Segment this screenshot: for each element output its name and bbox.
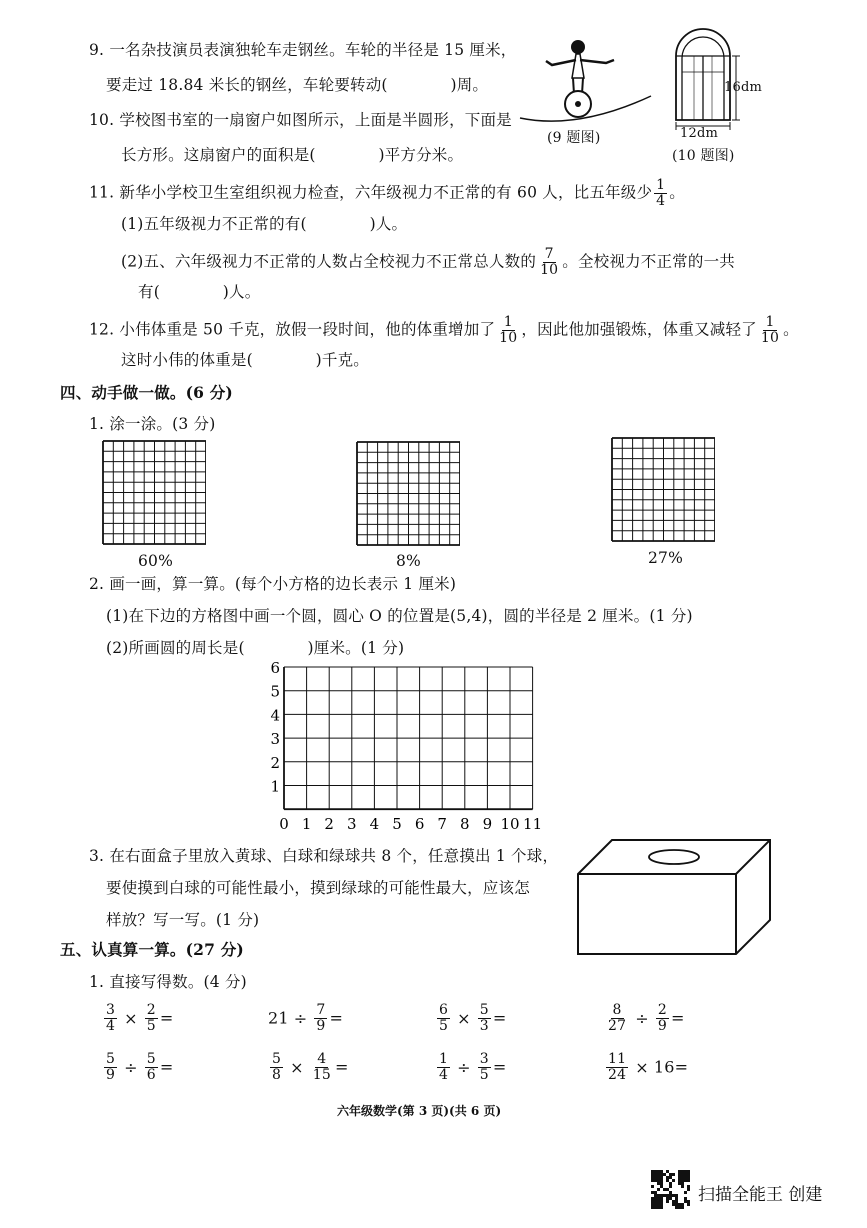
qr-module (678, 1176, 681, 1179)
section4-p3-line2: 要使摸到白球的可能性最小，摸到绿球的可能性最大，应该怎 (106, 879, 530, 897)
page-footer: 六年级数学(第 3 页)(共 6 页) (337, 1104, 502, 1118)
qr-module (669, 1173, 672, 1176)
qr-module (687, 1185, 690, 1188)
x-tick-label: 10 (500, 815, 520, 834)
qr-module (678, 1170, 681, 1173)
qr-module (651, 1170, 654, 1173)
qr-module (669, 1185, 672, 1188)
fraction: $\frac{5}{6}$ (146, 1051, 156, 1083)
q10-caption: (10 题图) (672, 148, 735, 164)
x-tick-label: 0 (279, 815, 289, 834)
qr-module (666, 1200, 669, 1203)
qr-module (651, 1203, 654, 1206)
fraction: $\frac{1}{10}$ (760, 314, 780, 346)
qr-module (684, 1179, 687, 1182)
window-width-label: 12dm (680, 126, 718, 141)
qr-module (660, 1197, 663, 1200)
fraction: $\frac{5}{8}$ (272, 1051, 282, 1083)
qr-module (666, 1170, 669, 1173)
fraction: $\frac{7}{9}$ (316, 1002, 326, 1034)
fraction: $\frac{2}{5}$ (146, 1002, 156, 1034)
qr-module (675, 1206, 678, 1209)
unicyclist-figure (518, 30, 653, 130)
fraction: $\frac{6}{5}$ (439, 1002, 449, 1034)
qr-module (654, 1203, 657, 1206)
qr-module (651, 1191, 654, 1194)
qr-module (684, 1173, 687, 1176)
qr-module (654, 1170, 657, 1173)
x-tick-label: 1 (301, 815, 312, 834)
qr-module (660, 1200, 663, 1203)
qr-module (654, 1197, 657, 1200)
qr-module (666, 1188, 669, 1191)
hundred-grid-2[interactable] (356, 441, 460, 547)
fraction: $\frac{8}{27}$ (608, 1002, 627, 1034)
qr-module (660, 1206, 663, 1209)
x-tick-label: 3 (347, 815, 357, 834)
qr-module (663, 1173, 666, 1176)
qr-module (675, 1200, 678, 1203)
qr-module (654, 1179, 657, 1182)
hundred-grid-3[interactable] (611, 437, 715, 543)
qr-module (654, 1194, 657, 1197)
qr-module (669, 1197, 672, 1200)
section4-p2-title: 2. 画一画，算一算。(每个小方格的边长表示 1 厘米) (89, 575, 457, 593)
qr-module (657, 1203, 660, 1206)
qr-module (651, 1176, 654, 1179)
x-tick-label: 8 (460, 815, 470, 834)
qr-module (666, 1197, 669, 1200)
qr-module (675, 1194, 678, 1197)
grid-label-1: 60% (138, 552, 174, 570)
section4-p3-line1: 3. 在右面盒子里放入黄球、白球和绿球共 8 个，任意摸出 1 个球， (89, 847, 559, 865)
y-tick-label: 1 (270, 777, 280, 796)
q9-caption: (9 题图) (547, 130, 601, 146)
qr-module (687, 1188, 690, 1191)
x-tick-label: 4 (369, 815, 380, 834)
qr-module (660, 1182, 663, 1185)
hundred-grid-1[interactable] (102, 440, 206, 546)
qr-module (687, 1200, 690, 1203)
calc-expression: $\frac{6}{5}$ × $\frac{5}{3}$ = (439, 1002, 507, 1034)
qr-module (651, 1185, 654, 1188)
qr-module (684, 1197, 687, 1200)
y-tick-label: 5 (270, 682, 280, 701)
y-tick-label: 4 (270, 706, 280, 725)
qr-module (663, 1194, 666, 1197)
qr-module (660, 1194, 663, 1197)
qr-module (687, 1203, 690, 1206)
grid-label-2: 8% (396, 552, 421, 570)
fraction: $\frac{1}{4}$ (439, 1051, 449, 1083)
calc-expression: 21 ÷ $\frac{7}{9}$ = (268, 1002, 344, 1034)
camscanner-watermark: 扫描全能王 创建 (698, 1185, 823, 1205)
qr-module (672, 1173, 675, 1176)
qr-module (651, 1200, 654, 1203)
qr-module (654, 1191, 657, 1194)
qr-module (687, 1173, 690, 1176)
qr-module (657, 1173, 660, 1176)
qr-module (678, 1173, 681, 1176)
qr-module (684, 1200, 687, 1203)
qr-module (657, 1182, 660, 1185)
section4-p3-line3: 样放？写一写。(1 分) (106, 911, 260, 929)
section5-p1-title: 1. 直接写得数。(4 分) (89, 973, 247, 991)
q12-line2: 这时小伟的体重是( )千克。 (121, 351, 369, 369)
section4-title: 四、动手做一做。(6 分) (60, 383, 233, 402)
qr-module (681, 1182, 684, 1185)
qr-module (660, 1176, 663, 1179)
qr-module (657, 1179, 660, 1182)
qr-module (687, 1176, 690, 1179)
q11-sub1: (1)五年级视力不正常的有( )人。 (121, 215, 408, 233)
calc-expression: $\frac{5}{8}$ × $\frac{4}{15}$ = (272, 1051, 349, 1083)
qr-module (681, 1173, 684, 1176)
qr-module (660, 1170, 663, 1173)
qr-module (681, 1170, 684, 1173)
qr-module (681, 1185, 684, 1188)
qr-module (687, 1179, 690, 1182)
qr-module (657, 1206, 660, 1209)
qr-module (657, 1200, 660, 1203)
qr-module (666, 1176, 669, 1179)
qr-module (684, 1170, 687, 1173)
qr-module (678, 1182, 681, 1185)
qr-module (675, 1197, 678, 1200)
q10-line2: 长方形。这扇窗户的面积是( )平方分米。 (121, 146, 464, 164)
qr-module (678, 1203, 681, 1206)
fraction: $\frac{5}{3}$ (479, 1002, 489, 1034)
qr-module (654, 1176, 657, 1179)
y-tick-label: 2 (270, 753, 280, 772)
qr-module (681, 1176, 684, 1179)
qr-module (666, 1179, 669, 1182)
qr-module (654, 1200, 657, 1203)
qr-code-icon (651, 1170, 691, 1210)
q10-line1: 10. 学校图书室的一扇窗户如图所示，上面是半圆形，下面是 (89, 111, 512, 129)
qr-module (651, 1197, 654, 1200)
qr-module (675, 1203, 678, 1206)
x-tick-label: 5 (392, 815, 402, 834)
qr-module (684, 1176, 687, 1179)
qr-module (660, 1203, 663, 1206)
qr-module (681, 1179, 684, 1182)
calc-expression: $\frac{5}{9}$ ÷ $\frac{5}{6}$ = (106, 1051, 174, 1083)
coordinate-grid[interactable] (270, 662, 550, 842)
qr-module (651, 1206, 654, 1209)
qr-module (678, 1206, 681, 1209)
fraction: $\frac{5}{9}$ (106, 1051, 116, 1083)
section5-title: 五、认真算一算。(27 分) (60, 940, 244, 959)
qr-module (657, 1188, 660, 1191)
qr-module (672, 1203, 675, 1206)
x-tick-label: 2 (324, 815, 334, 834)
fraction: $\frac{3}{5}$ (479, 1051, 489, 1083)
qr-module (663, 1188, 666, 1191)
qr-module (681, 1203, 684, 1206)
section4-p1-title: 1. 涂一涂。(3 分) (89, 415, 216, 433)
q12-line1: 12. 小伟体重是 50 千克，放假一段时间，他的体重增加了 $\frac{1}{10}$ ，因此他加强锻炼，体重又减轻了 $\frac{1}{10}$ 。 (89, 314, 799, 346)
calc-expression: $\frac{11}{24}$ × 16= (608, 1051, 689, 1083)
fraction: $\frac{2}{9}$ (657, 1002, 667, 1034)
x-tick-label: 11 (523, 815, 543, 834)
qr-module (672, 1194, 675, 1197)
qr-module (660, 1173, 663, 1176)
qr-module (669, 1191, 672, 1194)
fraction: $\frac{11}{24}$ (608, 1051, 627, 1083)
section4-p2-sub2: (2)所画圆的周长是( )厘米。(1 分) (106, 639, 405, 657)
qr-module (672, 1200, 675, 1203)
x-tick-label: 7 (437, 815, 447, 834)
x-tick-label: 9 (482, 815, 493, 834)
fraction: $\frac{3}{4}$ (106, 1002, 116, 1034)
qr-module (669, 1194, 672, 1197)
qr-module (666, 1194, 669, 1197)
calc-expression: $\frac{3}{4}$ × $\frac{2}{5}$ = (106, 1002, 174, 1034)
q11-sub2-line2: 有( )人。 (138, 283, 261, 301)
qr-module (681, 1206, 684, 1209)
qr-module (669, 1182, 672, 1185)
qr-module (651, 1179, 654, 1182)
y-tick-label: 6 (270, 662, 280, 677)
fraction: $\frac{1}{10}$ (499, 314, 518, 346)
fraction: $\frac{4}{15}$ (312, 1051, 331, 1083)
calc-expression: $\frac{8}{27}$ ÷ $\frac{2}{9}$ = (608, 1002, 685, 1034)
y-tick-label: 3 (270, 730, 280, 749)
section4-p2-sub1: (1)在下边的方格图中画一个圆，圆心 O 的位置是(5,4)，圆的半径是 2 厘米。(1 分) (106, 607, 693, 625)
grid-label-3: 27% (648, 549, 684, 567)
qr-module (651, 1173, 654, 1176)
qr-module (660, 1179, 663, 1182)
fraction: $\frac{7}{10}$ (540, 246, 559, 278)
fraction: $\frac{1}{4}$ (656, 177, 666, 209)
ball-box-figure (570, 836, 778, 958)
qr-module (654, 1173, 657, 1176)
qr-module (687, 1170, 690, 1173)
qr-module (672, 1179, 675, 1182)
q11-line1: 11. 新华小学校卫生室组织视力检查，六年级视力不正常的有 60 人，比五年级少 $\frac{1}{4}$ 。 (89, 177, 685, 209)
q11-sub2: (2)五、六年级视力不正常的人数占全校视力不正常总人数的 $\frac{7}{10}$ 。全校视力不正常的一共 (121, 246, 735, 278)
x-tick-label: 6 (414, 815, 425, 834)
qr-module (654, 1206, 657, 1209)
qr-module (657, 1194, 660, 1197)
window-height-label: 16dm (724, 80, 762, 95)
qr-module (657, 1197, 660, 1200)
qr-module (657, 1170, 660, 1173)
qr-module (669, 1176, 672, 1179)
qr-module (657, 1176, 660, 1179)
q9-line2: 要走过 18.84 米长的钢丝，车轮要转动( )周。 (106, 76, 489, 94)
qr-module (684, 1191, 687, 1194)
q9-line1: 9. 一名杂技演员表演独轮车走钢丝。车轮的半径是 15 厘米， (89, 41, 517, 59)
calc-expression: $\frac{1}{4}$ ÷ $\frac{3}{5}$ = (439, 1051, 507, 1083)
qr-module (660, 1185, 663, 1188)
qr-module (678, 1179, 681, 1182)
